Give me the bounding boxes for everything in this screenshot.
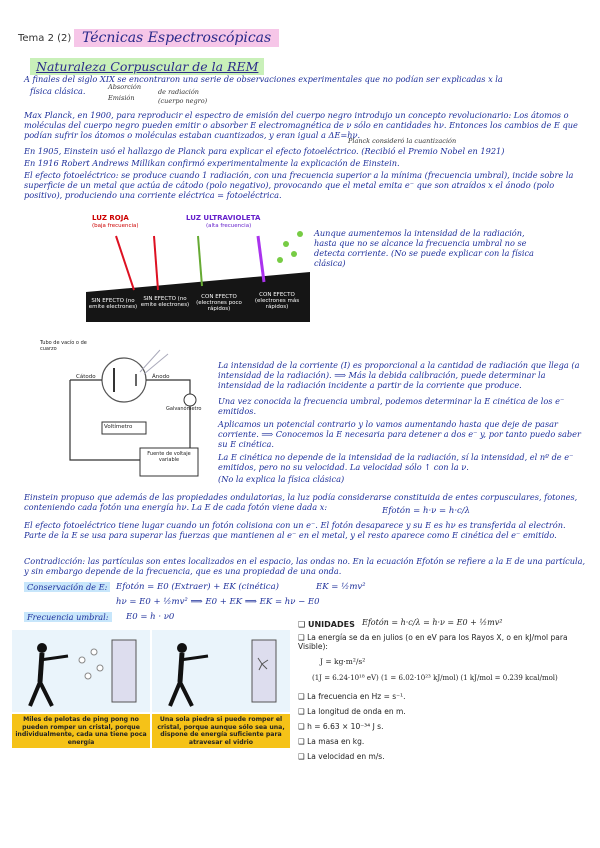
energy-balance-formula: hν = E0 + ½mv² ⟹ E0 + EK ⟹ EK = hν − E0 xyxy=(116,597,320,607)
units-item-7-text: La velocidad en m/s. xyxy=(307,752,385,761)
section2-item-3: Aplicamos un potencial contrario y lo vamos aumentando hasta que deje de pasar corriente. ⟹ Conocemos la E necesaria para detener a dos e⁻ y, por tanto puedo saber su E cinética. xyxy=(218,419,581,449)
section2-item-1: La intensidad de la corriente (I) es proporcional a la cantidad de radiación que llega (a intensidad de la radiación). ⟹ Más la debida calibración, puede determinar la intensidad de la radiación incidente a partir de la corriente que produce. xyxy=(218,360,580,390)
caption-pingpong: Miles de pelotas de ping pong no pueden romper un cristal, porque individualmente, cada una tiene poca energía xyxy=(12,714,150,748)
paragraph-einstein-photons: Einstein propuso que además de las propiedades ondulatorias, la luz podía considerarse constituida de entes corpusculares, fotones, conteniendo cada fotón una energía hν. La E de cada fotón viene dada x: xyxy=(24,492,578,512)
paragraph-photoelectric: El efecto fotoeléctrico: se produce cuando 1 radiación, con una frecuencia superior a la mínima (frecuencia umbral), incide sobre la superficie de un metal que actúa de cátodo (polo negativo), provocando que el metal emita e⁻ que son atraídos x el ánodo (polo positivo), produciendo una corriente eléctrica = fotoeléctrica. xyxy=(24,170,574,200)
cathode-label: Cátodo xyxy=(76,374,96,380)
label-uv-light-sub: (alta frecuencia) xyxy=(206,223,252,229)
paragraph-millikan: En 1916 Robert Andrews Millikan confirmó experimentalmente la explicación de Einstein. xyxy=(24,158,400,168)
figure1-explanation: Aunque aumentemos la intensidad de la radiación, hasta que no se alcance la frecuencia umbral no se detecta corriente. (No se puede explicar con la física clásica) xyxy=(314,228,534,268)
section-title-corpuscular: Naturaleza Corpuscular de la REM xyxy=(30,58,264,75)
intro-text-a: A finales del siglo XIX se encontraron una serie de observaciones experimentales que no podían ser explicadas x la xyxy=(24,74,503,84)
kinetic-energy-formula: EK = ½mv² xyxy=(316,582,366,592)
conservation-label: Conservación de E: xyxy=(24,582,110,592)
label-red-light: LUZ ROJA xyxy=(92,214,129,222)
section2-item-4: La E cinética no depende de la intensidad de la radiación, sí la intensidad, el nº de e⁻ emitidos, pero no su velocidad. La velocidad sólo ↑ con la ν. xyxy=(218,452,574,472)
paragraph-einstein-1905: En 1905, Einstein usó el hallazgo de Planck para explicar el efecto fotoeléctrico. (Recibió el Premio Nobel en 1921) xyxy=(24,146,505,156)
units-item-3: ❑ La frecuencia en Hz = s⁻¹. xyxy=(298,692,406,701)
units-item-4-text: La longitud de onda en m. xyxy=(307,707,406,716)
pingpong-drawing xyxy=(12,630,150,712)
list-absorcion: Absorción xyxy=(108,83,142,91)
conservation-formula: Efotón = E0 (Extraer) + EK (cinética) xyxy=(116,582,279,592)
units-item-5: ❑ h = 6.63 × 10⁻³⁴ J s. xyxy=(298,722,384,731)
fig-label-4: CON EFECTO (electrones más rápidos) xyxy=(254,292,300,310)
intro-text-b: física clásica. xyxy=(30,86,86,96)
pingpong-illustration xyxy=(12,630,150,712)
units-item-7: ❑ La velocidad en m/s. xyxy=(298,752,385,761)
section2-item-4b: (No la explica la física clásica) xyxy=(218,474,345,484)
side-radiacion: de radiación xyxy=(158,88,199,96)
units-item-2: (1J = 6.24·10¹⁸ eV) (1 = 6.02·10²³ kJ/mol) (1 kJ/mol = 0.239 kcal/mol) xyxy=(312,674,558,682)
fig-label-2: SIN EFECTO (no emite electrones) xyxy=(140,296,190,308)
units-item-5-text: h = 6.63 × 10⁻³⁴ J s. xyxy=(307,722,384,731)
units-item-1: J = kg·m²/s² xyxy=(320,657,366,666)
note-planck: Planck consideró la cuantización xyxy=(348,137,457,145)
paragraph-planck: Max Planck, en 1900, para reproducir el espectro de emisión del cuerpo negro introdujo un concepto revolucionario: Los átomos o moléculas del cuerpo negro pueden emitir o absorber E electromagnética de ν sólo en cantidades hν. Entonces los cambios de E que podían sufrir los átomos o moléculas estaban cuantizados, y eran igual a ΔE=hν. xyxy=(24,110,578,140)
units-item-3-text: La frecuencia en Hz = s⁻¹. xyxy=(307,692,406,701)
section2-item-2: Una vez conocida la frecuencia umbral, podemos determinar la E cinética de los e⁻ emitidos. xyxy=(218,396,565,416)
voltmeter-label: Voltímetro xyxy=(104,424,133,430)
units-item-6-text: La masa en kg. xyxy=(307,737,365,746)
units-item-4: ❑ La longitud de onda en m. xyxy=(298,707,406,716)
units-panel xyxy=(298,620,596,761)
fig-label-3: CON EFECTO (electrones poco rápidos) xyxy=(196,294,242,312)
circuit-figure xyxy=(40,340,208,480)
stone-drawing xyxy=(152,630,290,712)
tube-label: Tubo de vacío o de cuarzo xyxy=(40,340,87,352)
label-uv-light: LUZ ULTRAVIOLETA xyxy=(186,214,261,222)
units-item-0: ❑ La energía se da en julios (o en eV para los Rayos X, o en kJ/mol para Visible): xyxy=(298,633,568,651)
stone-illustration xyxy=(152,630,290,712)
side-cuerpo-negro: (cuerpo negro) xyxy=(158,97,208,105)
topic-number: Tema 2 (2) xyxy=(18,33,72,44)
threshold-formula: E0 = h · ν0 xyxy=(126,612,175,622)
paragraph-collision: El efecto fotoeléctrico tiene lugar cuando un fotón colisiona con un e⁻. El fotón desaparece y su E es hν es transferida al electrón. Parte de la E se usa para superar las fuerzas que mantienen al e⁻ en el metal, y el resto aparece como E cinética del e⁻ emitido. xyxy=(24,520,566,540)
list-emision: Emisión xyxy=(108,94,135,102)
voltage-source-label: Fuente de voltaje variable xyxy=(147,451,191,463)
photon-energy-formula: Efotón = h·ν = h·c/λ xyxy=(382,506,471,516)
caption-stone: Una sola piedra si puede romper el cristal, porque aunque sólo sea una, dispone de energía suficiente para atravesar el vidrio xyxy=(152,714,290,748)
fig-label-1: SIN EFECTO (no emite electrones) xyxy=(88,298,138,310)
units-main-formula: Efotón = h·c/λ = h·ν = E0 + ½mv² xyxy=(362,618,503,627)
units-item-0-text: La energía se da en julios (o en eV para los Rayos X, o en kJ/mol para Visible): xyxy=(298,633,568,651)
page-title: Técnicas Espectroscópicas xyxy=(74,29,279,47)
units-title-text: UNIDADES xyxy=(307,620,355,629)
units-title: ❑ UNIDADES xyxy=(298,620,355,629)
galvanometer-label: Galvanómetro xyxy=(166,406,202,412)
paragraph-contradiction: Contradicción: las partículas son entes localizados en el espacio, las ondas no. En la ecuación Efotón se refiere a la E de una partícula, y sin embargo depende de la frecuencia, que es una propiedad de una onda. xyxy=(24,556,586,576)
label-red-light-sub: (baja frecuencia) xyxy=(92,223,139,229)
photoelectric-figure xyxy=(86,212,310,322)
threshold-label: Frecuencia umbral: xyxy=(24,612,112,622)
units-item-6: ❑ La masa en kg. xyxy=(298,737,365,746)
anode-label: Ánodo xyxy=(152,374,170,380)
